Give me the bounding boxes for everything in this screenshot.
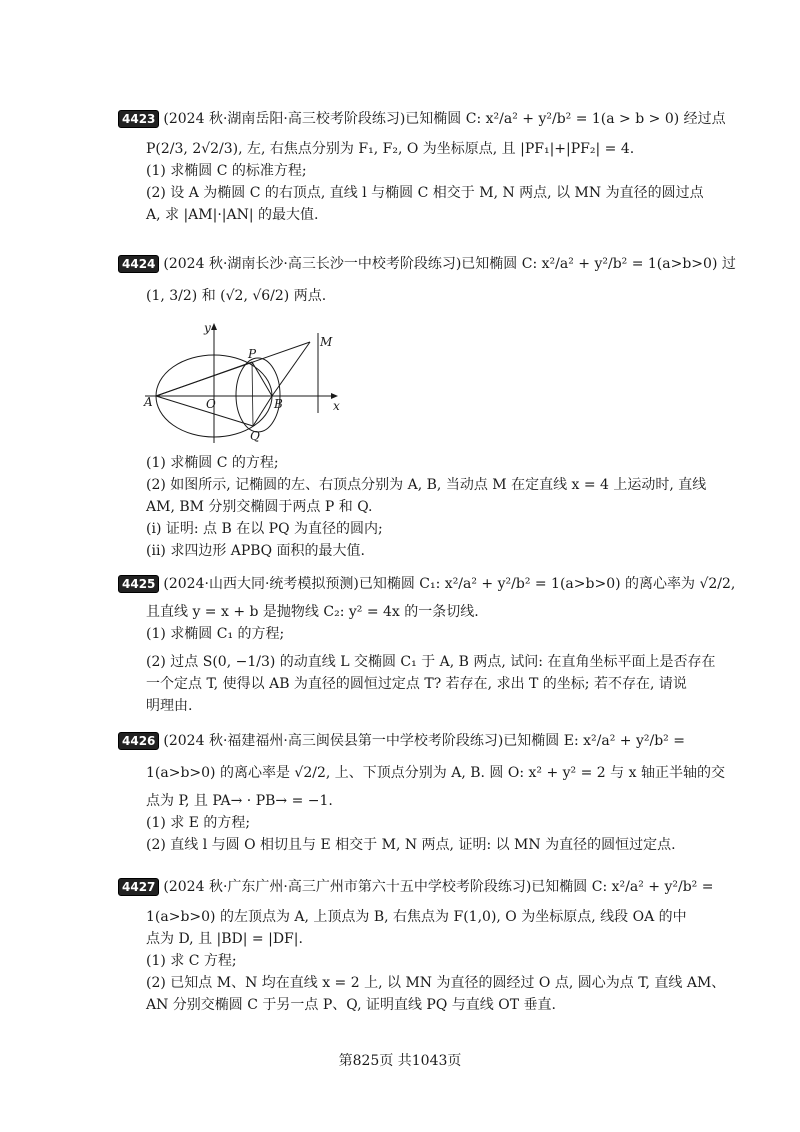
problem-4427: [118, 876, 726, 1016]
problem-line: P(2/3, 2√2/3), 左, 右焦点分别为 F₁, F₂, O 为坐标原点, 且 |PF₁|+|PF₂| = 4.: [146, 141, 635, 157]
problem-4425: [118, 573, 736, 717]
line-pq: [252, 362, 253, 426]
problem-line: (2) 直线 l 与圆 O 相切且与 E 相交于 M, N 两点, 证明: 以 MN 为直径的圆恒过定点.: [146, 837, 676, 853]
problem-number: 4425: [118, 575, 159, 593]
line-bm: [272, 342, 310, 396]
problem-line: (2024 秋·湖南长沙·高三长沙一中校考阶段练习)已知椭圆 C: x²/a² + y²/b² = 1(a>b>0) 过: [163, 256, 736, 272]
problem-line: (2) 设 A 为椭圆 C 的右顶点, 直线 l 与椭圆 C 相交于 M, N 两点, 以 MN 为直径的圆过点: [146, 185, 704, 201]
problem-line: (2) 如图所示, 记椭圆的左、右顶点分别为 A, B, 当动点 M 在定直线 x = 4 上运动时, 直线: [146, 477, 707, 493]
problem-line: 1(a>b>0) 的离心率是 √2/2, 上、下顶点分别为 A, B. 圆 O: x² + y² = 2 与 x 轴正半轴的交: [146, 765, 725, 781]
label-o: O: [206, 397, 216, 411]
line-bq: [253, 396, 272, 426]
label-y: y: [204, 321, 211, 335]
problem-number: 4426: [118, 732, 159, 750]
problem-line: (2024 秋·湖南岳阳·高三校考阶段练习)已知椭圆 C: x²/a² + y²/b² = 1(a > b > 0) 经过点: [163, 111, 726, 127]
problem-line: 点为 P, 且 PA→ · PB→ = −1.: [146, 793, 333, 809]
problem-line: (2) 已知点 M、N 均在直线 x = 2 上, 以 MN 为直径的圆经过 O 点, 圆心为点 T, 直线 AM、: [146, 975, 726, 991]
label-p: P: [248, 347, 257, 361]
problem-line: AM, BM 分别交椭圆于两点 P 和 Q.: [146, 499, 373, 515]
label-b: B: [274, 397, 283, 411]
problem-line: (1, 3/2) 和 (√2, √6/2) 两点.: [146, 288, 327, 304]
problem-4423: [118, 108, 726, 226]
y-axis-arrow: [211, 323, 217, 330]
problem-line: 一个定点 T, 使得以 AB 为直径的圆恒过定点 T? 若存在, 求出 T 的坐标; 若不存在, 请说: [146, 676, 687, 692]
problem-line: (1) 求 C 方程;: [146, 953, 237, 969]
problem-line: 1(a>b>0) 的左顶点为 A, 上顶点为 B, 右焦点为 F(1,0), O 为坐标原点, 线段 OA 的中: [146, 909, 687, 925]
problem-4424: [118, 253, 736, 307]
problem-line: (2024 秋·福建福州·高三闽侯县第一中学校考阶段练习)已知椭圆 E: x²/a² + y²/b² =: [163, 733, 685, 749]
problem-line: (1) 求椭圆 C 的方程;: [146, 455, 279, 471]
page-footer: 第825页 共1043页: [338, 1053, 462, 1069]
problem-line: (ii) 求四边形 APBQ 面积的最大值.: [146, 543, 365, 559]
problem-number: 4423: [118, 110, 159, 128]
problem-4424-questions: [118, 452, 707, 562]
problem-line: (1) 求椭圆 C 的标准方程;: [146, 163, 307, 179]
line-bp: [252, 362, 272, 396]
problem-4426: [118, 730, 725, 856]
problem-line: (1) 求 E 的方程;: [146, 815, 251, 831]
problem-line: A, 求 |AM|·|AN| 的最大值.: [146, 207, 319, 223]
problem-line: AN 分别交椭圆 C 于另一点 P、Q, 证明直线 PQ 与直线 OT 垂直.: [146, 997, 556, 1013]
problem-line: (2024 秋·广东广州·高三广州市第六十五中学校考阶段练习)已知椭圆 C: x²/a² + y²/b² =: [163, 879, 714, 895]
problem-line: (2) 过点 S(0, −1/3) 的动直线 L 交椭圆 C₁ 于 A, B 两点, 试问: 在直角坐标平面上是否存在: [146, 654, 716, 670]
ellipse-figure: [140, 318, 360, 448]
problem-line: 明理由.: [146, 698, 193, 714]
problem-line: 点为 D, 且 |BD| = |DF|.: [146, 931, 303, 947]
problem-number: 4427: [118, 878, 159, 896]
label-q: Q: [250, 429, 260, 443]
label-m: M: [320, 335, 333, 349]
problem-line: (2024·山西大同·统考模拟预测)已知椭圆 C₁: x²/a² + y²/b² = 1(a>b>0) 的离心率为 √2/2,: [163, 576, 736, 592]
label-a: A: [144, 395, 153, 409]
problem-number: 4424: [118, 255, 159, 273]
problem-line: (1) 求椭圆 C₁ 的方程;: [146, 626, 285, 642]
problem-line: (i) 证明: 点 B 在以 PQ 为直径的圆内;: [146, 521, 383, 537]
label-x: x: [333, 399, 340, 413]
problem-line: 且直线 y = x + b 是抛物线 C₂: y² = 4x 的一条切线.: [146, 604, 479, 620]
